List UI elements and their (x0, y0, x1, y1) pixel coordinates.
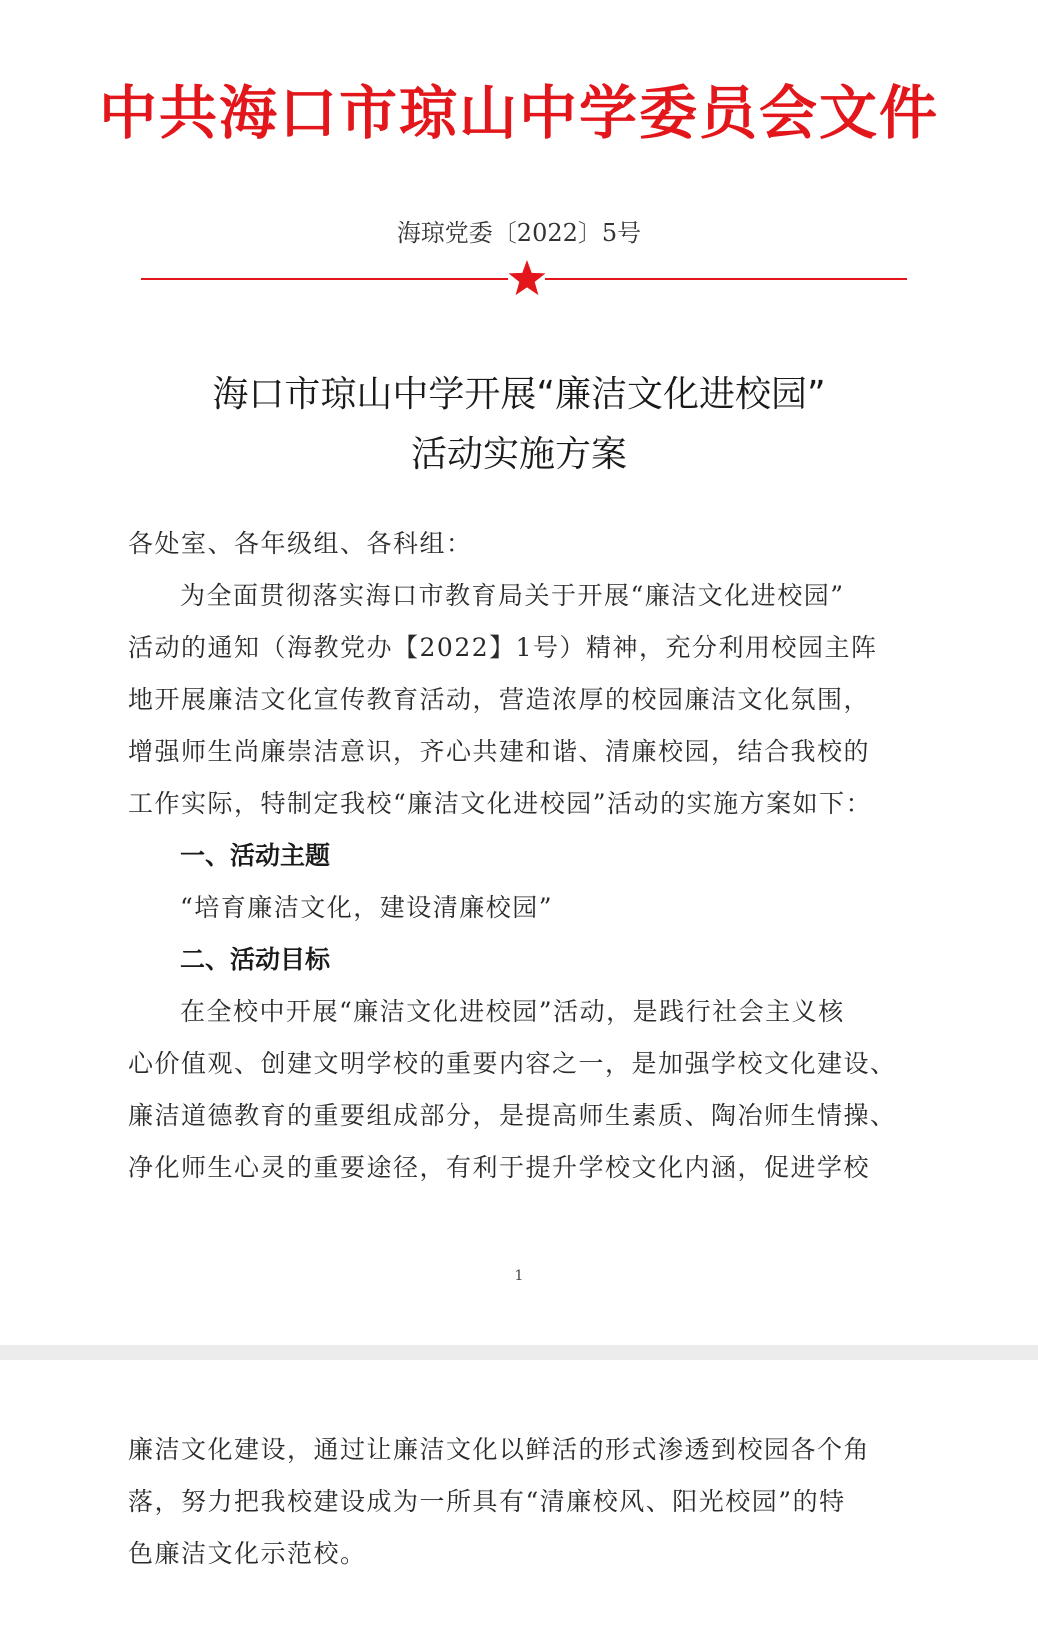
paragraph-line: 在全校中开展“廉洁文化进校园”活动，是践行社会主义核 (180, 997, 845, 1026)
red-star-icon (507, 258, 547, 298)
paragraph-line: 廉洁文化建设，通过让廉洁文化以鲜活的形式渗透到校园各个角 (128, 1435, 871, 1464)
theme-text: “培育廉洁文化，建设清廉校园” (180, 893, 554, 922)
red-divider-left (141, 278, 508, 280)
document-title-line-1: 海口市琼山中学开展“廉洁文化进校园” (212, 374, 826, 415)
paragraph-line: 地开展廉洁文化宣传教育活动，营造浓厚的校园廉洁文化氛围， (128, 685, 871, 714)
page-number: 1 (514, 1268, 524, 1284)
salutation: 各处室、各年级组、各科组： (128, 529, 473, 558)
paragraph-line: 活动的通知（海教党办【2022】1号）精神，充分利用校园主阵 (128, 633, 878, 662)
section-heading-goal: 二、活动目标 (180, 945, 331, 974)
paragraph-line: 心价值观、创建文明学校的重要内容之一，是加强学校文化建设、 (128, 1049, 897, 1078)
paragraph-line: 色廉洁文化示范校。 (128, 1539, 367, 1568)
section-heading-theme: 一、活动主题 (180, 841, 331, 870)
paragraph-line: 廉洁道德教育的重要组成部分，是提高师生素质、陶冶师生情操、 (128, 1101, 897, 1130)
document-title-line-2: 活动实施方案 (410, 434, 627, 475)
document-number: 海琼党委〔2022〕5号 (396, 219, 642, 247)
document-page-2 (0, 1360, 1038, 1648)
paragraph-line: 增强师生尚廉崇洁意识，齐心共建和谐、清廉校园，结合我校的 (128, 737, 871, 766)
document-header-title: 中共海口市琼山中学委员会文件 (98, 79, 939, 147)
red-divider-right (545, 278, 907, 280)
paragraph-line: 落，努力把我校建设成为一所具有“清廉校风、阳光校园”的特 (128, 1487, 846, 1516)
paragraph-line: 为全面贯彻落实海口市教育局关于开展“廉洁文化进校园” (180, 581, 845, 610)
paragraph-line: 工作实际，特制定我校“廉洁文化进校园”活动的实施方案如下： (128, 789, 873, 818)
paragraph-line: 净化师生心灵的重要途径，有利于提升学校文化内涵，促进学校 (128, 1153, 871, 1182)
